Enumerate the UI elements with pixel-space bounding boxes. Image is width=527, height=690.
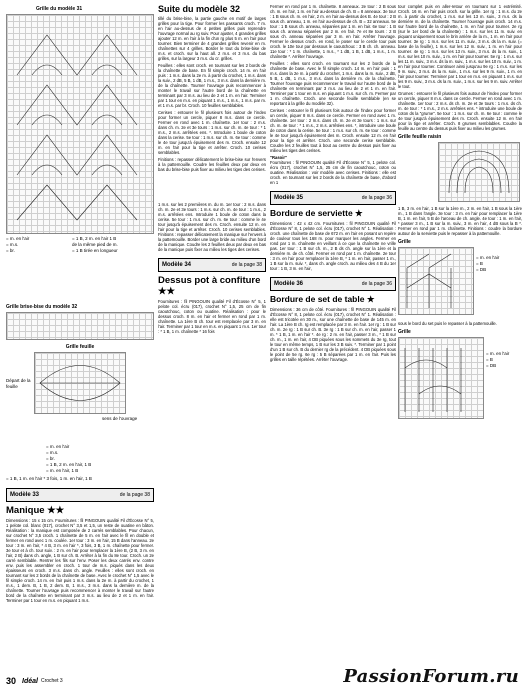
grid-feuille-chart — [34, 352, 126, 414]
legend-item: = 1 B tirée en longueur — [72, 248, 118, 253]
suite-text-5: 1 m.s. sur les 2 premières m. du m. 1er tour : 2 m.s. dans ch. m. 2e et 3e tours : 1 m.s. sur ch. m. 4e tour : 1 m.s., 2 m.s. arrêtées ens. Introduire 1 boule de coton dans la cerise. 5e tour : 1 m.s. sur ch. m. 6e tour : comme le 4e tour jusqu'à épuisement des m. Croch. ensuite 12 m. en l'air pour la tige et arrêter. Croch. 10 cerises semblables. Finitions : repasser délicatement la manique sur l'envers à la pattemouille. Border une large bride au milieu d'un bord de la manique. Coudre les 2 feuilles deux par deux en bas de la manique puis fixer au milieu les tiges des cerises. — [158, 202, 266, 252]
magazine-sub: Crochet 3 — [40, 678, 63, 684]
suite-text-1: tillé du brise-bise, la partie gauche en motif de larges grilles pour la tige. Pour former les passants croch. 7 m. en l'air au-dessus de 4 petites grilles puis reprendre l'ouvrage normal au rg suiv. Pour ajuster, 4 grandes grilles ajouter 12 m. en l'air à la fin d'un rg plus 5 m. en l'air pour tourner. Bien terminer de 4 grandes grilles revenir en m. chaînettes sur 4 grilles. Border le tout du brise-bise de m.s. et croch. sur la haut all. 2 m.s. et 3 m.s. du bas grilles, sur la largeur 3 m.s. du cr. grilles. — [158, 16, 266, 61]
model-34-text: Fournitures : fil PINGOUIN qualité Fil d'Écosse N° 5, 1 pelote col. écru (017), crochet N° 1,5, 25 cm de fin caoutchouc, coton ou ouatine. Réalisation : pour le dessus croch. 8 m. en l'air et fermer en rond par 1 m. chaînette. La 1ère B ch. tour est remplacée par 3 m. en l'air. Terminer par 1 tour en m.s. en piquant 1 m.s. 1er tour : * 1 B, 1 m. chaînette * 16 fois — [158, 299, 266, 334]
suite-text-3: Cerises : entourer le fil plusieurs fois autour de l'index pour former un cercle, piquer 8 m.s. dans ce cercle. Fermer en rond avec 1 m. chaînette. 1er tour : 2 m.s. dans ch. m. 2e et 3e tours : 1 m.s. sur ch. m. 4e tour : * 1 m.s., 2 m.s. arrêtées ens. *. Introduire 1 boule de coton dans la cerise. 5e tour : 1 m.s. sur ch. m. 6e tour : comme le 4e tour jusqu'à épuisement des m. Croch. ensuite 12 m. en l'air pour la tige et arrêter. Croch. 10 cerises semblables. — [158, 110, 266, 155]
model-36-header — [270, 277, 396, 291]
grille-36-chart — [398, 337, 484, 419]
legend-item: = m. en l'air — [476, 255, 500, 260]
legend-item: = m.s. — [6, 242, 19, 247]
grille-36-figure — [398, 329, 522, 419]
grid31-figure — [6, 4, 154, 304]
grid32-chart — [6, 312, 154, 340]
grid31-legend — [6, 236, 66, 254]
grid31-legend-2 — [72, 236, 152, 254]
grid32-title: Grille brise-bise du modèle 32 — [6, 304, 78, 310]
legend-item: = B — [476, 261, 483, 266]
grid-feuille-raisin-figure — [398, 134, 522, 204]
grid32-figure — [6, 304, 154, 340]
grille-35-legend — [476, 255, 522, 273]
legend-item: = m. en l'air — [46, 444, 70, 449]
legend-item: = B — [486, 357, 493, 362]
model-36-page: de la page 36 — [361, 281, 392, 287]
legend-item: = br. — [46, 456, 55, 461]
model-35-label: Modèle 35 — [274, 195, 304, 201]
model-33-label: Modèle 33 — [10, 492, 40, 498]
suite-text-4: Finitions : repasser délicatement le brise-bise sur l'envers à la pattemouille. Coudre les feuilles deux par deux en bas du brise-bise puis fixer au milieu les tiges des cerises. — [158, 157, 266, 172]
col4-text-4: sous le bord du set puis le repasser à la pattemouille. — [398, 321, 497, 326]
legend-item: = 1 B, 2 m. en l'air 1 B — [72, 236, 117, 241]
grille-36-title: Grille — [398, 329, 411, 335]
magazine-name: Idéal — [22, 677, 38, 685]
model-35-header — [270, 191, 396, 205]
model-33-text: Dimensions : 15 x 15 cm. Fournitures : fil PINGOUIN qualité Fil d'Écosse N° 5, 1 pelote col. blanc (017), crochet N° 3,5 et 1,5, un reste de ouatine en bâton. Réalisation : la manique est composée de 2 carrés semblables. Pour chacun, sur crochet N° 3,5 croch. 1 chaînette de 5 m. en l'air avec le fil en double et fermer en rond avec 1 m. coulée. 1er tour : 3 m. en l'air, 15 B dans l'anneau. 2e tour : 3 m. en l'air, * 4 B, 3 m. en l'air *, 3 fois, 3 B, 1 m. chaînette pour fermer. 3e tour et à ch. tour suiv. : 2 m. en l'air pour remplacer la 1ère B, (2 B, 3 m. en l'air, 2 B) dans ch. angle, 1 B sur ch. B. Arrêter à la fin du 8e tour. Croch. un 2e carré semblable. Rentrer les fils sur l'env. Poser les deux carrés env. contre env. puis les assembler en croch. 1 tour de m.s. piqués dans les deux épaisseurs en croch. 3 m.s. dans ch. angle. Feuilles : elles sont croch. en tournant sur les 2 bords de la chaînette de base. Avec le crochet N° 1,5 avec le fil simple croch. 14 m. en l'air puis 1 m.s. dans la 2e m. à partir du crochet, 1 m.s., 1 dem. B, 1 B, 2 dem. B, 1 m.s., 3 m.s. dans la dernière m. de la chaînette. Tourner l'ouvrage puis recommencer à monter le travail sur l'autre bord de la chaînette en terminant par 3 m.s. au lieu de 2 et 1 m. en l'air. Terminer par 1 tour en m.s. en piquant 1 m.s. — [6, 518, 154, 603]
grille-35-figure — [398, 239, 522, 317]
column-3 — [270, 4, 396, 672]
model-34-label: Modèle 34 — [162, 262, 192, 268]
rasoir-text: Fournitures : fil PINGOUIN qualité Fil d'Écosse N° 5, 1 pelote col. écru (017), crochet N° 1,5, 25 cm de fin caoutchouc, coton ou ouatine. Réalisation : voir modèle avec cerises. Finitions : elle est croch. en tournant sur les 2 bords de la chaînette de base, d'abord en 1 — [270, 160, 396, 185]
grid31-title: Grille du modèle 31 — [36, 6, 83, 12]
model-36-label: Modèle 36 — [274, 281, 304, 287]
legend-item: = DB — [486, 363, 497, 368]
column-1 — [6, 4, 154, 672]
grid-feuille-figure — [6, 344, 154, 444]
feuille-raisin-pattern — [439, 143, 519, 201]
grille-35-title: Grille — [398, 239, 411, 245]
model-33-page: de la page 38 — [119, 492, 150, 498]
col3-text-2: Feuilles : elles sont croch. en tournant sur les 2 bords de la chaînette de base. Avec le fil simple croch. 14 m. en l'air puis : 1 m.s. dans la 2e m. à partir du crochet, 1 m.s. dans la m. suiv., 2 dB, 5 B, 1 dB, 1 m.s., 3 m.s. dans la dernière m. de la chaînette. Tourner l'ouvrage puis recommencer le travail sur l'autre bord de la chaînette en terminant par 3 m.s. au lieu de 2 et 1 m. en l'air. Terminer par 1 tour en m.s. en piquant 1 m.s. sur ch. m. Fermer par 1 m. chaînette. Croch. une seconde feuille semblable (en se reportant à la grille du modèle 32). — [270, 61, 396, 106]
column-4 — [398, 4, 522, 672]
watermark: PassionForum.ru — [343, 666, 519, 687]
feuille-bottom-legend: = 1 B, 1 m. en l'air * 3 fois, 1 m. en l'air, 1 B — [6, 476, 92, 481]
feuille-pattern — [35, 353, 125, 413]
model-36-title: Bordure de set de table ★ — [270, 294, 375, 304]
model-36-text: Dimensions : 36 cm de côté. Fournitures : fil PINGOUIN qualité Fil d'Écosse N° 8, 1 pelote col. écru (017), crochet N° 1. Réalisation : elle est tricotée en 30 m., sur une chaînette de base de 145 m. en l'air. La 1ère B ch. rg est remplacée par 3 m. en l'air. 1er rg : 1 B sur ch. m. 2e rg : 1 B sur ch. B. 3e rg : 1 B sur ch. m. en l'air, passer 1 m. * 1 B, 1 m. en l'air *. 4e rg : 2 m. en l'air, passer 3 m., * 1 B sur ch. m., 1 m. en l'air, 4 DB piquées sous les sommets du 3e rg, tout le tour en même temps, 1 B sur les 3 B suiv. *. Terminer par 1 point d'un 1 B sur ch. B du dernier rg de la précédent. 4 DB piquées sous le point de 5e rg. 6e rg : 5 B séparées par 1 m. en l'air. Puis les grilles en taille répétées. Arrêter l'ouvrage. — [270, 307, 396, 362]
legend-item: = m. en l'air — [6, 236, 30, 241]
model-35-title: Bordure de serviette ★ — [270, 208, 363, 218]
model-35-text: Dimensions : 42 x 42 cm. Fournitures : fil PINGOUIN qualité Fil d'Écosse N° 8, 1 pelote col. écru (017), crochet N° 1. Réalisation : croch. une chaînette de base de 672 m. en l'air en posant un repère de couleur tous les 168 m. pour marquer les angles. Fermer en rond par 1 m. chaînette en veillant à ce que la chaînette ne vrille pas. 1er tour : 1 B sur ch. m., 2 B ds ch. angle sur la 1ère et la dernière m. de ch. côté. Fermer en rond par 1 m. chaînette. 2e tour : 3 m. en l'air pour remplacer la 1ère B, * 1 m. en l'air, passer 1 m., 1 B sur la m. suiv. *, dans ch. angle croch. au milieu des 4 B du 1er tour : 1 B, 3 m. en l'air, — [270, 221, 396, 271]
legend-item: = DB — [476, 267, 487, 272]
grid31-chart — [6, 14, 154, 234]
col4-text-3: 1 B, 3 m. en l'air, 1 B sur la 1ère m., 2 m. en l'air, 1 B sous la 1ère m., 1 B dans l'angle. 3e tour : 3 m. en l'air pour remplacer la 1ère B, 1 m. en l'air, 5 B de l'arceau de ch. angle. 4e tour : 1 m. en l'air, * passer 3 m., 1 B sur la m. suiv., 3 m. en l'air, 4 dB sous la B *. Fermer en rond par 1 m. chaînette. Finitions : coudre la bordure autour de la serviette puis le repasser à la pattemouille. — [398, 206, 522, 236]
legend-item: = 1 B, 2 m. en l'air, 1 B — [46, 462, 92, 467]
page-number: 30 — [6, 676, 17, 686]
model-34-page: de la page 38 — [231, 262, 262, 268]
feuille-legend — [46, 444, 154, 474]
model-35-page: de la page 36 — [361, 195, 392, 201]
sens-label: sens de l'ouvrage — [102, 416, 138, 421]
model-33-header — [6, 488, 154, 502]
grille-36-legend — [486, 351, 522, 369]
rasoir-title: "Rasoir" — [270, 155, 288, 160]
depart-label: Départ de la feuille — [6, 378, 31, 389]
column-2 — [158, 4, 266, 672]
model-34-header — [158, 258, 266, 272]
col3-text-1: Fermer en rond par 1 m. chaînette. 8 anneaux. 2e tour : 2 B sous ch. m. en l'air, 1 m. en l'air au-dessus de ch. B = 8 anneaux. 3e tour : 1 B sous ch. m. en l'air, 2 m. en l'air au-dessus des B. 4e tour : 2 B sous ch. anneau, 1 m. en l'air au-dessus de ch. B = 32 anneaux. 5e tour : 1 B sous ch. anneau, séparées par 1 m. en l'air. 6e tour : 1 B sous ch. anneau séparées par 2 m. en l'air. 7e et 8e tours : 2 B sous ch. anneau séparées par 3 m. en l'air. Arrêter l'ouvrage. Fermer le dessus croch. en rond, le poser sur le cercle tour puis croch. le 10e tour par dessous le caoutchouc : 3 B ch. ch. anneau. 11e tour : * 1 m. chaînette, 1 m.s., * 1 dB, 1 B, 1 dB, 1 m.s., 1 m. chaînette *. Arrêter l'ouvrage. — [270, 4, 396, 59]
col4-text-1: tour complet puis en aller-retour en tournant sur 1 extrémité. Croch. 16 m. en l'air puis croch. sur la grille. 1er rg : 1 m.s. du 2e m. à partir du crochet, 1 m.s. sur les 13 m. suiv., 3 m.s. ds la dernière m. de la chaînette. Tourner l'ouvrage puis croch. 14 m.s. sur l'autre bord de la chaînette, 1 m. en l'air pour tourner. 2e rg (sur le 1er bord de la chaînette) : 1 m.s. sur les 11 m. suiv. en piquant uniquement sous le brin arrière de la m., 1 m. en l'air pour tourner. 3e rg : 1 m.s. sur les 11 m. suiv., 3 m.s. ds la m. suiv. (= base de la feuille), 1 m.s. sur les 12 m. suiv., 1 m. en l'air pour tourner. 4e rg : 1 m.s. sur les 13 m. suiv., 3 m.s. ds la m. suiv., 1 m.s. sur les 10 m. suiv., 1 m. en l'air pour tourner. 5e rg : 1 m.s. sur les 11 m. suiv., 3 m.s. ds la m. suiv., 1 m.s. sur les 10 m. suiv., 1 m. en l'air pour tourner. Continuer ainsi jusqu'au 9e rg : 1 m.s. sur les 9 m. suiv., 3 m.s. ds la m. suiv., 1 m.s. sur les 9 m. suiv., 1 m. en l'air pour tourner. Terminer par 1 tour en m.s. en piquant 1 m.s. sur les 9 m. suiv., 3 m.s. ds la m. suiv., 1 m.s. sur les 9 m. suiv. Arrêter le tout. — [398, 4, 522, 89]
suite-model-32-title: Suite du modèle 32 — [158, 4, 241, 14]
legend-item: = m. en l'air, 1 B — [46, 468, 79, 473]
grid31-pattern — [7, 15, 153, 233]
grid-feuille-title: Grille feuille — [65, 344, 95, 350]
grille-36-pattern — [399, 338, 483, 418]
grille-35-chart — [398, 247, 474, 315]
legend-item: = m.s. — [46, 450, 59, 455]
grid-feuille-raisin-chart — [438, 142, 520, 202]
legend-item: de la même pied de m. — [72, 242, 118, 247]
grille-35-pattern — [399, 248, 473, 314]
col4-text-2: Grumes : entourer le fil plusieurs fois autour de l'index pour former un cercle, piquer 8 m.s. dans ce cercle. Fermer en rond avec 1 m. chaînette. 1er tour : 2 m.s. ds ch. m. 2e et 3e tours : 1 m.s. ds ch. m. 4e tour : * 1 m.s., 2 m.s. arrêtées ens. * introduire une boule de coton ds la "grume". 5e tour : 1 m.s. sur ch. m. 6e tour : comme le 4e tour jusqu'à épuisement des m. Croch. ensuite 12 m. en l'air pour la tige et arrêter. Croch. 8 grumes semblables. Coudre la feuille au centre du dessus puis fixer au milieu les grumes. — [398, 91, 522, 131]
model-34-title: Dessus pot à confiture ★★ — [158, 275, 261, 297]
suite-text-2: Feuilles : elles sont croch. en tournant sur les 2 bords de la chaînette de base. En fil simple croch. 14 m. en l'air puis : 1 m.s. dans la 2e m. à partir du crochet, 1 m.s. dans la suiv., 2 dB, 5 B, 1 dB, 1 m.s., 3 m.s. dans la dernière m. de la chaînette. Tourner l'ouvrage puis recommencer à monter le travail sur l'autre bord de la chaînette en terminant par 3 m.s. au lieu de 2 et 1 m. en l'air. Terminer par 1 tour en m.s. en piquant 1 m.s., 1 m.s., 1 m.s. par m. et 1 m.s. par br. Croch. 10 feuilles semblables. — [158, 63, 266, 108]
col3-text-3: Cerises : entourer le fil plusieurs fois autour de l'index pour former un cercle, piquer 8 m.s. dans ce cercle. Fermer en rond avec 1 m. chaînette. 1er tour : 2 m.s. dans ch. m. 2e et 3e tours : 1 m.s. sur ch. m. 4e tour : * 1 m.s., 2 m.s. arrêtées ens. *, introduire une boule de coton dans la cerise. 5e tour : 1 m.s. sur ch. m. 6e tour : comme le 4e tour jusqu'à épuisement des m. Croch. ensuite 12 m. en l'air pour la tige et arrêter. Croch. une seconde cerise semblable. Coudre les 2 feuilles tout à bout au centre du dessus puis fixer au milieu les tiges des cerises. — [270, 108, 396, 153]
grid-feuille-raisin-title: Grille feuille raisin — [398, 134, 442, 140]
model-33-title: Manique ★★ — [6, 505, 65, 516]
legend-item: = br. — [6, 248, 15, 253]
legend-item: = m. en l'air — [486, 351, 510, 356]
